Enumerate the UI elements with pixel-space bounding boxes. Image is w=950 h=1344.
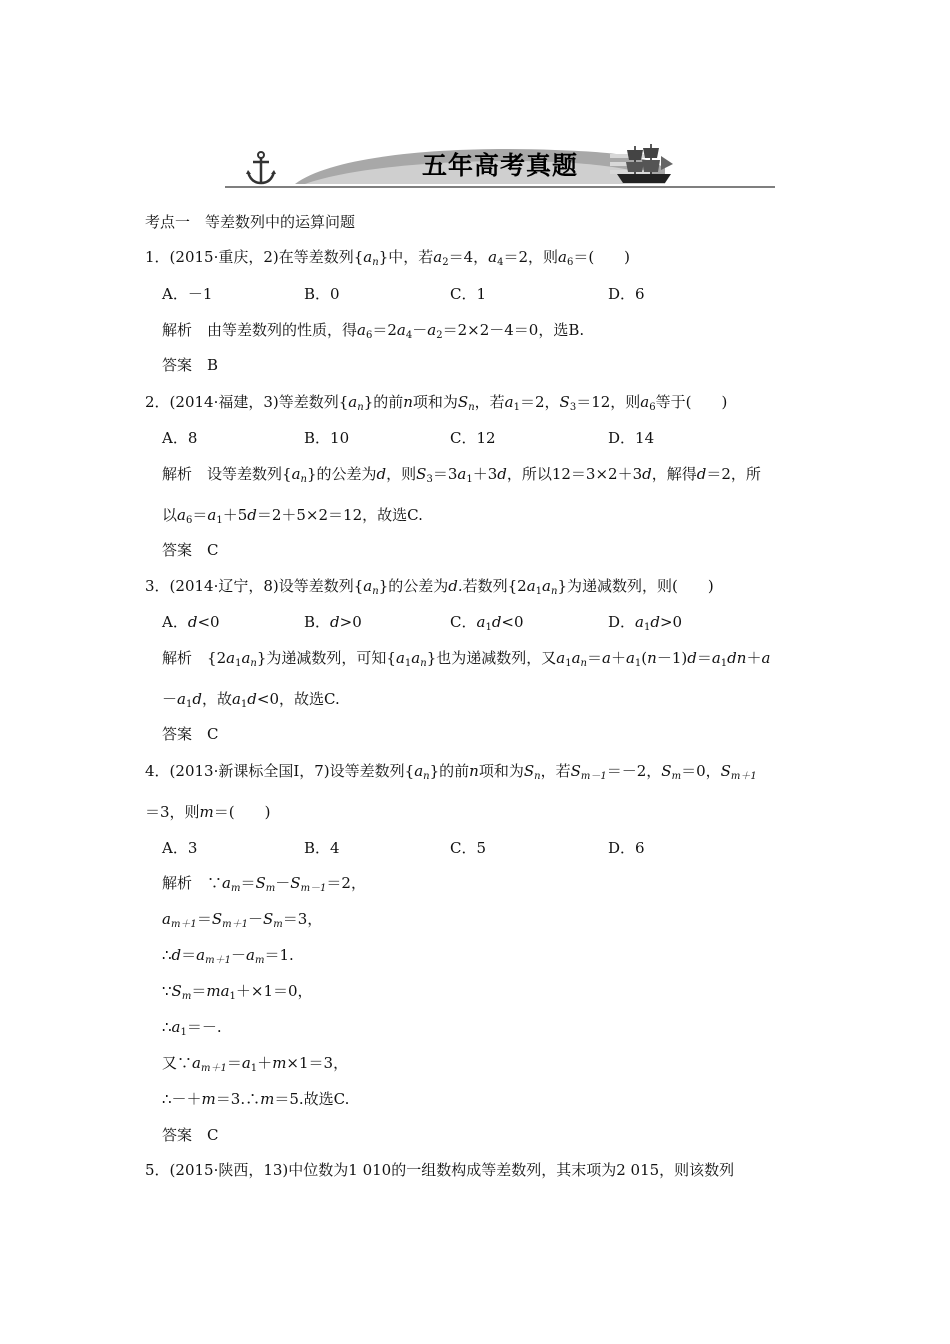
q2-option-c: C．12 bbox=[450, 429, 496, 447]
section-banner bbox=[225, 140, 775, 192]
q4-analysis-step-2: $a_{m+1}=S_{m+1}-S_m=3$， bbox=[162, 910, 323, 930]
q3-analysis-line-2: $-a_1d$，故$a_1d<0$，故选C. bbox=[162, 690, 340, 710]
q4-analysis-step-7: ∴－＋m＝3.∴m＝5.故选C. bbox=[162, 1090, 350, 1108]
q1-option-c: C．1 bbox=[450, 285, 487, 303]
q2-analysis-line-1: 解析 设等差数列$\{a_n\}$的公差为d，则$S_3=3a_1+3d$，所以12＝3×2＋3d，解得d＝2，所 bbox=[162, 465, 761, 485]
q3-option-a: A．d<0 bbox=[162, 613, 220, 631]
q2-option-a: A．8 bbox=[162, 429, 198, 447]
q4-analysis-step-1: 解析 $\because a_m=S_m-S_{m-1}=2$， bbox=[162, 874, 366, 894]
q3-answer: 答案 C bbox=[162, 725, 219, 743]
q2-option-b: B．10 bbox=[304, 429, 350, 447]
q4-option-c: C．5 bbox=[450, 839, 487, 857]
q1-option-b: B．0 bbox=[304, 285, 340, 303]
question-4-stem-line-2: ＝3，则m＝( ) bbox=[145, 803, 271, 821]
q3-option-d: D．$a_1d>0$ bbox=[608, 613, 683, 633]
q1-option-d: D．6 bbox=[608, 285, 645, 303]
q4-analysis-step-6: 又$\because a_{m+1}=a_1+m\times 1=3$， bbox=[162, 1054, 349, 1074]
q2-option-d: D．14 bbox=[608, 429, 655, 447]
q4-analysis-step-4: $\because S_m=ma_1+\times 1=0$， bbox=[162, 982, 313, 1002]
q4-answer: 答案 C bbox=[162, 1126, 219, 1144]
q1-option-a: A．－1 bbox=[162, 285, 213, 303]
q4-option-a: A．3 bbox=[162, 839, 198, 857]
q3-option-b: B．d>0 bbox=[304, 613, 362, 631]
question-4-stem-line-1: 4．(2013·新课标全国Ⅰ，7)设等差数列$\{a_n\}$的前n项和为$S_n$，若$S_{m-1}=-2$，$S_m=0$，$S_{m+1}$ bbox=[145, 762, 757, 782]
q3-option-c: C．$a_1d<0$ bbox=[450, 613, 524, 633]
q4-option-d: D．6 bbox=[608, 839, 645, 857]
q3-analysis-line-1: 解析 $\{2a_1a_n\}$为递减数列，可知$\{a_1a_n\}$也为递减数列，又$a_1a_n=a+a_1(n-1)d=a_1dn+a$ bbox=[162, 649, 771, 669]
q2-answer: 答案 C bbox=[162, 541, 219, 559]
q4-analysis-step-5: $\therefore a_1=-$. bbox=[162, 1018, 222, 1038]
question-5-stem: 5．(2015·陕西，13)中位数为1 010的一组数构成等差数列，其末项为2 015，则该数列 bbox=[145, 1161, 735, 1179]
q1-answer: 答案 B bbox=[162, 356, 219, 374]
q4-option-b: B．4 bbox=[304, 839, 340, 857]
q4-analysis-step-3: $\therefore d=a_{m+1}-a_m=1$. bbox=[162, 946, 294, 966]
q2-analysis-line-2: 以$a_6=a_1+5d=2+5\times 2=12$，故选C. bbox=[162, 506, 423, 526]
question-1-stem: 1．(2015·重庆，2)在等差数列$\{a_n\}$中，若$a_2=4$，$a_4=2$，则$a_6=$( ) bbox=[145, 248, 631, 268]
question-3-stem: 3．(2014·辽宁，8)设等差数列$\{a_n\}$的公差为d.若数列$\{2a_1a_n\}$为递减数列，则( ) bbox=[145, 577, 714, 597]
question-2-stem: 2．(2014·福建，3)等差数列$\{a_n\}$的前n项和为$S_n$，若$a_1=2$，$S_3=12$，则$a_6$等于( ) bbox=[145, 393, 728, 413]
q1-analysis: 解析 由等差数列的性质，得$a_6=2a_4-a_2=2\times 2-4=0$，选B. bbox=[162, 321, 585, 341]
banner-title: 五年高考真题 bbox=[421, 151, 578, 180]
section-title: 考点一 等差数列中的运算问题 bbox=[145, 213, 356, 231]
